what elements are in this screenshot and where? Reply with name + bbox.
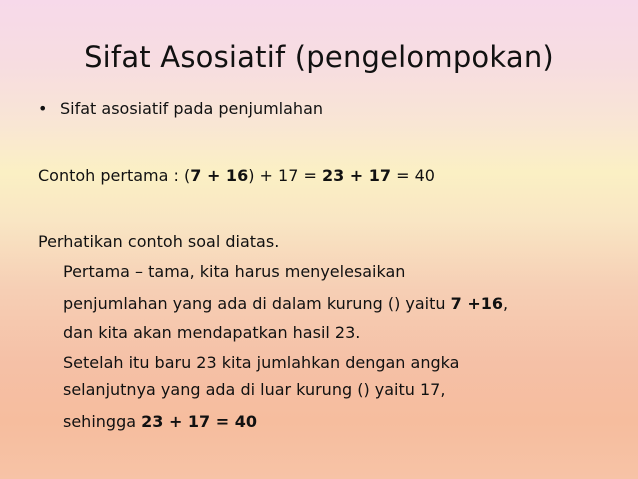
note-line-5: selanjutnya yang ada di luar kurung () yaitu 17, [63,380,446,399]
note-line-6 [63,412,257,431]
note-line-2-text: penjumlahan yang ada di dalam kurung () yaitu [63,294,451,313]
note-line-6-text: sehingga [63,412,142,431]
note-line-2 [63,294,508,313]
note-line-4: Setelah itu baru 23 kita jumlahkan dengan angka [63,353,460,372]
note-line-6-bold: 23 + 17 = 40 [141,412,257,431]
note-intro: Perhatikan contoh soal diatas. [38,232,280,251]
note-line-2-bold: 7 +16 [450,294,503,313]
example-result: = 40 [391,166,435,185]
bullet-dot-icon: • [38,99,48,118]
note-line-3: dan kita akan mendapatkan hasil 23. [63,323,361,342]
example-line [38,166,435,185]
example-group: 7 + 16 [190,166,249,185]
example-mid: ) + 17 = [248,166,322,185]
note-line-2-end: , [503,294,509,313]
slide-title: Sifat Asosiatif (pengelompokan) [84,40,554,74]
bullet-item [38,99,323,118]
note-line-1: Pertama – tama, kita harus menyelesaikan [63,262,406,281]
example-label: Contoh pertama : ( [38,166,191,185]
example-step: 23 + 17 [321,166,392,185]
bullet-text: Sifat asosiatif pada penjumlahan [60,99,324,118]
